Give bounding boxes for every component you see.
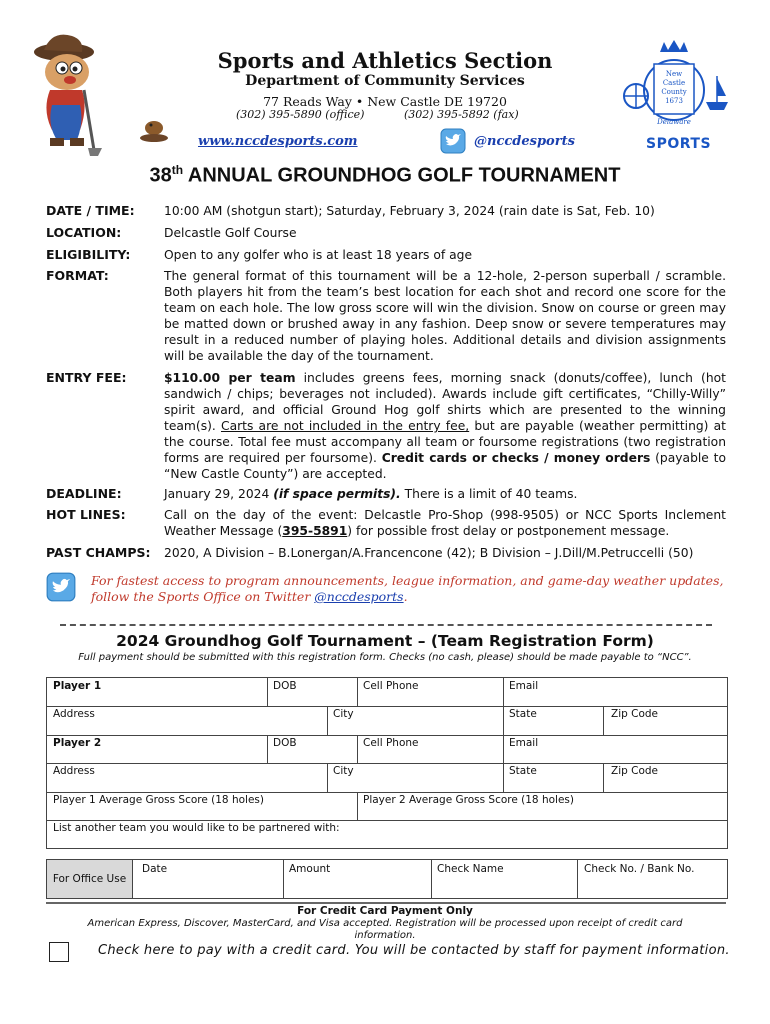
twitter-handle[interactable]: @nccdesports (474, 134, 575, 149)
hotlines-value (164, 507, 726, 539)
seal-text-delaware: Delaware (657, 118, 691, 126)
past-champs-value: 2020, A Division – B.Lonergan/A.Francencone (42); B Division – J.Dill/M.Petruccelli (50) (164, 546, 694, 560)
twitter-note-text: For fastest access to program announcements, league information, and game-day weather updates, follow the Sports Office on Twitter (91, 573, 724, 604)
entry-fee-value (164, 370, 726, 482)
twitter-note-end: . (403, 589, 408, 604)
office-use-label: For Office Use (47, 860, 133, 898)
office-address: 77 Reads Way • New Castle DE 19720 (263, 94, 507, 109)
registration-form (46, 677, 728, 849)
twitter-icon[interactable] (440, 128, 466, 154)
player1-address-field[interactable]: Address (53, 708, 95, 720)
payment-methods: Credit cards or checks / money orders (381, 451, 651, 465)
deadline-label: DEADLINE: (46, 486, 122, 501)
eligibility-value: Open to any golfer who is at least 18 years of age (164, 248, 473, 262)
format-label: FORMAT: (46, 268, 109, 283)
office-check-no-field: Check No. / Bank No. (584, 863, 695, 875)
deadline-limit: There is a limit of 40 teams. (400, 487, 578, 501)
hotlines-text-2: ) for possible frost delay or postponement message. (347, 524, 670, 538)
player1-cell-phone-field[interactable]: Cell Phone (363, 680, 419, 692)
event-ordinal: 38 (149, 164, 172, 187)
office-check-name-field: Check Name (437, 863, 504, 875)
player2-email-field[interactable]: Email (509, 737, 539, 749)
player2-state-field[interactable]: State (509, 765, 537, 777)
fax-phone: (302) 395-5892 (fax) (404, 108, 519, 121)
credit-card-checkbox-label: Check here to pay with a credit card. You will be contacted by staff for payment information. (98, 943, 730, 958)
entry-fee-amount: $110.00 per team (164, 371, 296, 385)
player2-cell-phone-field[interactable]: Cell Phone (363, 737, 419, 749)
eligibility-label: ELIGIBILITY: (46, 247, 131, 262)
event-ordinal-suffix: th (171, 163, 184, 177)
entry-fee-text-3: (payable to “New Castle County”) are accepted. (164, 451, 726, 481)
player2-dob-field[interactable]: DOB (273, 737, 297, 749)
player2-city-field[interactable]: City (333, 765, 354, 777)
hotlines-text-1: Call on the day of the event: Delcastle Pro-Shop (998-9505) or NCC Sports Inclement Weather Message ( (164, 508, 726, 538)
location-value: Delcastle Golf Course (164, 226, 297, 240)
credit-card-subtitle: American Express, Discover, MasterCard, and Visa accepted. Registration will be processed upon receipt of credit card information. (87, 918, 683, 941)
player1-email-field[interactable]: Email (509, 680, 539, 692)
player1-state-field[interactable]: State (509, 708, 537, 720)
twitter-bird-icon (46, 572, 76, 602)
entry-fee-text-1: includes greens fees, morning snack (donuts/coffee), lunch (hot sandwich / chips; beverages not included). Awards include gift certificates, “Chilly-Willy” spirit award, and official Ground Hog golf shirts which are presented to the winning team(s). (164, 371, 726, 433)
format-value: The general format of this tournament will be a 12-hole, 2-person superball / scramble. Both players hit from the team’s best location for each shot and record one score for the team on each hole. The low gross score will win the division. Snow on course or green may be matted down or brushed away in any fashion. Deep snow or severe temperatures may result in a reduced number of playing holes. Additional details and division assignments will be available the day of the tournament. (164, 269, 726, 363)
form-subtitle: Full payment should be submitted with this registration form. Checks (no cash, please) should be made payable to “NCC”. (78, 652, 692, 663)
office-use-row (46, 859, 728, 899)
event-title-text: ANNUAL GROUNDHOG GOLF TOURNAMENT (183, 164, 621, 187)
seal-text-year: 1673 (665, 97, 683, 105)
player2-zip-field[interactable]: Zip Code (611, 765, 658, 777)
date-value: 10:00 AM (shotgun start); Saturday, February 3, 2024 (rain date is Sat, Feb. 10) (164, 204, 655, 218)
player2-address-field[interactable]: Address (53, 765, 95, 777)
location-label: LOCATION: (46, 225, 122, 240)
credit-card-checkbox[interactable] (49, 942, 69, 962)
deadline-date: January 29, 2024 (164, 487, 274, 501)
office-amount-field: Amount (289, 863, 331, 875)
player1-dob-field[interactable]: DOB (273, 680, 297, 692)
player1-zip-field[interactable]: Zip Code (611, 708, 658, 720)
player1-score-field[interactable]: Player 1 Average Gross Score (18 holes) (53, 794, 264, 806)
entry-fee-text-2: but are payable (weather permitting) at the course. Total fee must accompany all team or foursome registrations (two registration forms are required per foursome). (164, 419, 726, 465)
hotlines-label: HOT LINES: (46, 507, 126, 522)
seal-text-new: New (665, 70, 683, 78)
hotline-number: 395-5891 (282, 524, 348, 538)
seal-text-castle: Castle (662, 79, 686, 87)
seal-text-county: County (661, 88, 687, 96)
past-champs-label: PAST CHAMPS: (46, 545, 151, 560)
cut-line (60, 624, 712, 626)
deadline-value (164, 486, 726, 502)
section-title: Sports and Athletics Section (217, 48, 553, 73)
date-label: DATE / TIME: (46, 203, 135, 218)
partner-team-field[interactable]: List another team you would like to be partnered with: (53, 822, 340, 834)
form-title: 2024 Groundhog Golf Tournament – (Team Registration Form) (116, 632, 654, 650)
player1-label: Player 1 (53, 680, 102, 692)
player2-label: Player 2 (53, 737, 102, 749)
credit-card-title: For Credit Card Payment Only (297, 905, 473, 917)
website-link[interactable]: www.nccdesports.com (198, 134, 358, 149)
entry-fee-label: ENTRY FEE: (46, 370, 127, 385)
deadline-condition: (if space permits). (273, 487, 401, 501)
player1-city-field[interactable]: City (333, 708, 354, 720)
divider (46, 902, 726, 904)
event-title (0, 163, 770, 188)
twitter-note-link[interactable]: @nccdesports (314, 589, 404, 604)
office-phone: (302) 395-5890 (office) (236, 108, 365, 121)
carts-notice: Carts are not included in the entry fee, (220, 419, 470, 433)
department-name: Department of Community Services (245, 73, 525, 89)
player2-score-field[interactable]: Player 2 Average Gross Score (18 holes) (363, 794, 574, 806)
twitter-note (91, 573, 731, 605)
office-date-field: Date (142, 863, 168, 875)
sports-logo-text: SPORTS (646, 136, 712, 152)
